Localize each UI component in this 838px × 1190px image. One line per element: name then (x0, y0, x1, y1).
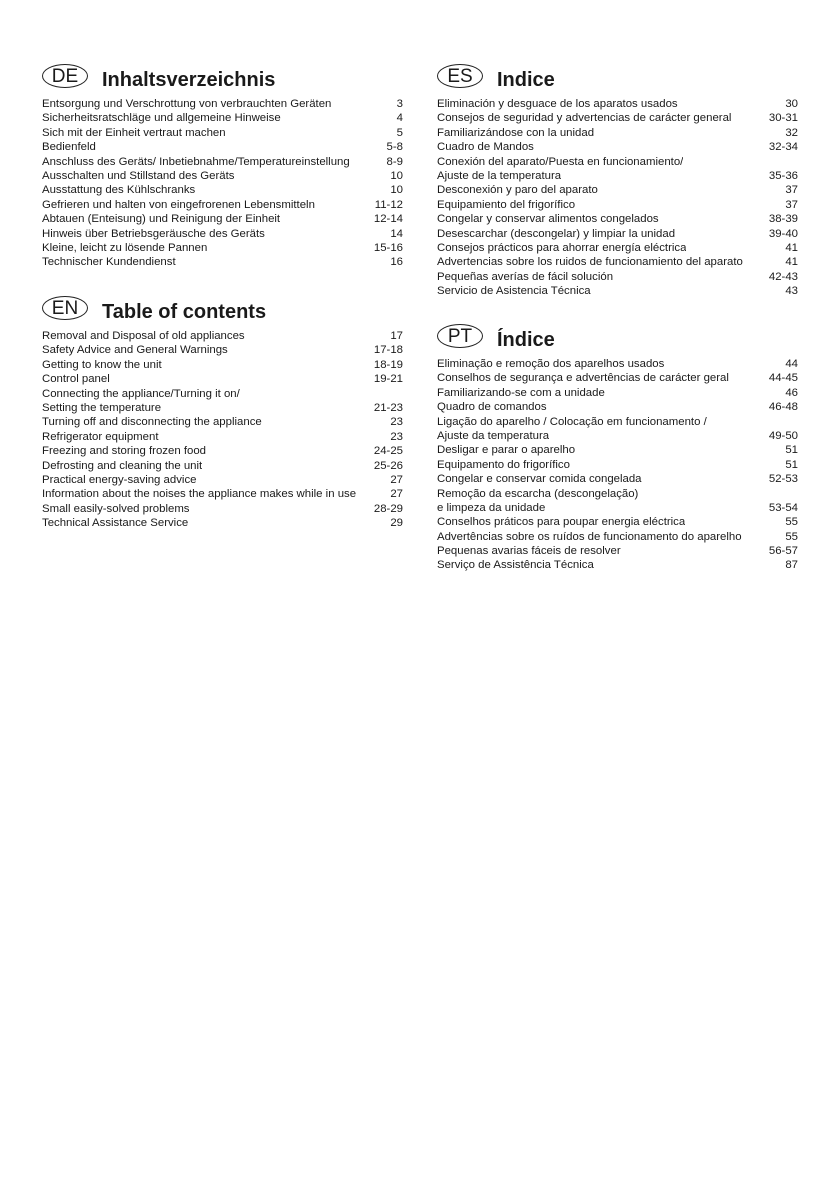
toc-entry-page: 41 (785, 241, 798, 254)
toc-entry-page: 27 (390, 488, 403, 501)
toc-entry (42, 444, 403, 458)
toc-entry-page: 18-19 (373, 358, 403, 371)
toc-entry (42, 487, 403, 501)
toc-entry-page: 39-40 (768, 227, 798, 240)
toc-entry-label: Desescarchar (descongelar) y limpiar la unidad (437, 227, 676, 240)
toc-entry-label: Gefrieren und halten von eingefrorenen Lebensmitteln (42, 198, 315, 211)
toc-entry-label: Ausstattung des Kühlschranks (42, 184, 196, 197)
toc-entry-page: 10 (390, 184, 403, 197)
toc-entry-page: 35-36 (768, 169, 798, 182)
toc-entry-label: Cuadro de Mandos (437, 141, 534, 154)
section-title: Inhaltsverzeichnis (102, 68, 276, 91)
toc-entry-page: 41 (785, 256, 798, 269)
toc-entry (42, 343, 403, 357)
toc-entry (437, 501, 798, 515)
toc-entry-label: Desligar e parar o aparelho (437, 444, 576, 457)
toc-entry-label: Equipamiento del frigorífico (437, 198, 576, 211)
toc-entry (437, 544, 798, 558)
toc-entry-page: 46 (785, 386, 798, 399)
toc-entry-label: Anschluss des Geräts/ Inbetiebnahme/Temperatureinstellung (42, 155, 350, 168)
toc-section-pt (437, 322, 798, 573)
toc-entry-label: Congelar e conservar comida congelada (437, 473, 642, 486)
toc-entry-label: Safety Advice and General Warnings (42, 344, 228, 357)
toc-entry-label: Technischer Kundendienst (42, 256, 176, 269)
toc-entry (437, 515, 798, 529)
toc-entry-page: 5 (396, 126, 403, 139)
toc-entry-label: Congelar y conservar alimentos congelados (437, 213, 659, 226)
toc-entry-label: Advertências sobre os ruídos de funcionamento do aparelho (437, 530, 742, 543)
toc-entry-label: Consejos de seguridad y advertencias de carácter general (437, 112, 732, 125)
toc-section-en (42, 294, 403, 530)
toc-entry (437, 111, 798, 125)
toc-entry-page: 37 (785, 198, 798, 211)
toc-entry (42, 198, 403, 212)
toc-entry (42, 212, 403, 226)
toc-entry-label: Equipamento do frigorífico (437, 458, 570, 471)
toc-entry (42, 430, 403, 444)
toc-entry (42, 358, 403, 372)
toc-entry-page: 23 (390, 416, 403, 429)
toc-entry (437, 530, 798, 544)
toc-entry-label: Technical Assistance Service (42, 517, 189, 530)
toc-entry (437, 458, 798, 472)
toc-entry-page (792, 487, 798, 501)
toc-entry (42, 401, 403, 415)
toc-section-de (42, 62, 403, 270)
toc-entry-label: Ausschalten und Stillstand des Geräts (42, 169, 235, 182)
toc-entry-label: Sicherheitsratschläge und allgemeine Hinweise (42, 112, 281, 125)
toc-entry-label: Entsorgung und Verschrottung von verbrauchten Geräten (42, 98, 332, 110)
language-badge: ES (437, 64, 483, 88)
toc-entry (437, 386, 798, 400)
toc-entry (42, 155, 403, 169)
toc-entry (437, 270, 798, 284)
toc-entry-label: Quadro de comandos (437, 401, 547, 414)
toc-entry (437, 126, 798, 140)
toc-entry-page: 27 (390, 473, 403, 486)
toc-entry-page: 52-53 (768, 473, 798, 486)
toc-entry-label: Connecting the appliance/Turning it on/ (42, 387, 240, 400)
toc-entry (42, 255, 403, 269)
toc-entry-page: 3 (396, 98, 403, 110)
toc-entry (42, 183, 403, 197)
section-header (437, 322, 798, 350)
toc-entry (42, 459, 403, 473)
toc-entry (437, 183, 798, 197)
toc-entry-page: 87 (785, 559, 798, 572)
section-header (42, 294, 403, 322)
toc-entry (437, 169, 798, 183)
toc-entry (437, 415, 798, 429)
toc-entry-label: Desconexión y paro del aparato (437, 184, 598, 197)
toc-entry (437, 140, 798, 154)
toc-entry (42, 227, 403, 241)
toc-entry-page: 55 (785, 516, 798, 529)
toc-entry-page: 10 (390, 169, 403, 182)
toc-entry-page: 8-9 (386, 155, 403, 168)
toc-entry-page: 32 (785, 126, 798, 139)
section-title: Indice (497, 68, 555, 91)
toc-entry-page: 32-34 (768, 141, 798, 154)
toc-entry-label: Consejos prácticos para ahorrar energía eléctrica (437, 241, 687, 254)
toc-entry-page: 44-45 (768, 372, 798, 385)
toc-list (42, 329, 403, 530)
toc-entry-label: Removal and Disposal of old appliances (42, 330, 245, 342)
toc-entry (437, 357, 798, 371)
toc-entry-page: 29 (390, 517, 403, 530)
toc-entry-label: Hinweis über Betriebsgeräusche des Geräts (42, 227, 265, 240)
toc-list (437, 97, 798, 298)
toc-entry (42, 516, 403, 530)
toc-entry-label: Servicio de Asistencia Técnica (437, 285, 591, 298)
toc-entry-page: 51 (785, 444, 798, 457)
toc-entry (42, 329, 403, 343)
toc-entry (437, 241, 798, 255)
toc-entry-label: Eliminación y desguace de los aparatos usados (437, 98, 678, 110)
language-badge: DE (42, 64, 88, 88)
toc-entry-label: Serviço de Assistência Técnica (437, 559, 594, 572)
toc-entry-label: Ajuste da temperatura (437, 429, 550, 442)
toc-entry (42, 372, 403, 386)
toc-entry (437, 558, 798, 572)
toc-entry (437, 198, 798, 212)
toc-entry-page: 44 (785, 358, 798, 370)
toc-entry-page: 21-23 (373, 401, 403, 414)
toc-entry (42, 140, 403, 154)
toc-entry-page: 42-43 (768, 270, 798, 283)
toc-entry (437, 97, 798, 111)
toc-entry (437, 487, 798, 501)
toc-entry-page: 15-16 (373, 241, 403, 254)
toc-entry-label: Kleine, leicht zu lösende Pannen (42, 241, 208, 254)
toc-entry-label: Ligação do aparelho / Colocação em funcionamento / (437, 415, 707, 428)
toc-entry-label: Pequeñas averías de fácil solución (437, 270, 614, 283)
toc-entry-label: Refrigerator equipment (42, 430, 159, 443)
toc-entry-label: Sich mit der Einheit vertraut machen (42, 126, 226, 139)
toc-entry-page: 56-57 (768, 545, 798, 558)
toc-entry-label: Familiarizándose con la unidad (437, 126, 595, 139)
toc-section-es (437, 62, 798, 298)
toc-entry (42, 415, 403, 429)
section-header (437, 62, 798, 90)
toc-entry-page: 14 (390, 227, 403, 240)
section-title: Table of contents (102, 300, 267, 323)
toc-entry-page: 19-21 (373, 373, 403, 386)
toc-entry-label: Freezing and storing frozen food (42, 445, 206, 458)
toc-entry-label: Getting to know the unit (42, 358, 162, 371)
toc-entry-label: e limpeza da unidade (437, 501, 546, 514)
toc-entry (42, 169, 403, 183)
toc-entry-page: 12-14 (373, 213, 403, 226)
toc-entry-page: 30-31 (768, 112, 798, 125)
toc-entry-page: 11-12 (374, 198, 403, 211)
section-title: Índice (497, 328, 555, 351)
toc-entry (42, 126, 403, 140)
toc-entry-label: Pequenas avarias fáceis de resolver (437, 545, 621, 558)
toc-entry-page: 30 (785, 98, 798, 110)
toc-entry (437, 472, 798, 486)
toc-entry-label: Turning off and disconnecting the appliance (42, 416, 262, 429)
section-header (42, 62, 403, 90)
toc-entry-page: 24-25 (373, 445, 403, 458)
toc-entry (437, 212, 798, 226)
toc-entry (437, 429, 798, 443)
toc-entry-page: 53-54 (768, 501, 798, 514)
toc-entry-page (397, 387, 403, 401)
language-badge: EN (42, 296, 88, 320)
toc-entry-label: Defrosting and cleaning the unit (42, 459, 203, 472)
toc-entry (437, 227, 798, 241)
toc-entry (42, 473, 403, 487)
toc-entry-page: 46-48 (768, 401, 798, 414)
toc-entry-page: 43 (785, 285, 798, 298)
toc-entry (437, 371, 798, 385)
toc-entry-label: Conselhos práticos para poupar energia eléctrica (437, 516, 686, 529)
toc-entry-page: 49-50 (768, 429, 798, 442)
toc-list (437, 357, 798, 573)
toc-entry-page: 51 (785, 458, 798, 471)
toc-entry-label: Advertencias sobre los ruidos de funcionamiento del aparato (437, 256, 743, 269)
toc-entry-label: Information about the noises the appliance makes while in use (42, 488, 357, 501)
toc-entry-page: 55 (785, 530, 798, 543)
toc-entry-page: 25-26 (373, 459, 403, 472)
toc-entry-page: 23 (390, 430, 403, 443)
toc-entry-label: Familiarizando-se com a unidade (437, 386, 605, 399)
toc-entry (437, 400, 798, 414)
toc-entry-label: Practical energy-saving advice (42, 473, 197, 486)
toc-entry-page (792, 155, 798, 169)
toc-entry (437, 255, 798, 269)
toc-entry-page (792, 415, 798, 429)
toc-entry (42, 111, 403, 125)
toc-entry (437, 284, 798, 298)
toc-entry-label: Ajuste de la temperatura (437, 169, 562, 182)
toc-entry-page: 5-8 (386, 141, 403, 154)
toc-entry (437, 443, 798, 457)
toc-entry-label: Conexión del aparato/Puesta en funcionamiento/ (437, 155, 684, 168)
toc-entry-label: Abtauen (Enteisung) und Reinigung der Einheit (42, 213, 281, 226)
toc-entry-page: 17-18 (373, 344, 403, 357)
toc-entry-label: Eliminação e remoção dos aparelhos usados (437, 358, 665, 370)
toc-entry-label: Small easily-solved problems (42, 502, 190, 515)
toc-entry-page: 37 (785, 184, 798, 197)
toc-entry (42, 97, 403, 111)
toc-entry-label: Conselhos de segurança e advertências de carácter geral (437, 372, 729, 385)
toc-entry-label: Setting the temperature (42, 401, 162, 414)
toc-entry-page: 28-29 (373, 502, 403, 515)
toc-entry-page: 17 (390, 330, 403, 342)
toc-entry (42, 241, 403, 255)
toc-entry-page: 16 (390, 256, 403, 269)
toc-entry-label: Bedienfeld (42, 141, 96, 154)
toc-entry (42, 387, 403, 401)
toc-entry (42, 502, 403, 516)
toc-entry-label: Control panel (42, 373, 110, 386)
toc-entry-label: Remoção da escarcha (descongelação) (437, 487, 639, 500)
toc-list (42, 97, 403, 270)
toc-entry-page: 38-39 (768, 213, 798, 226)
toc-entry (437, 155, 798, 169)
toc-entry-page: 4 (396, 112, 403, 125)
language-badge: PT (437, 324, 483, 348)
